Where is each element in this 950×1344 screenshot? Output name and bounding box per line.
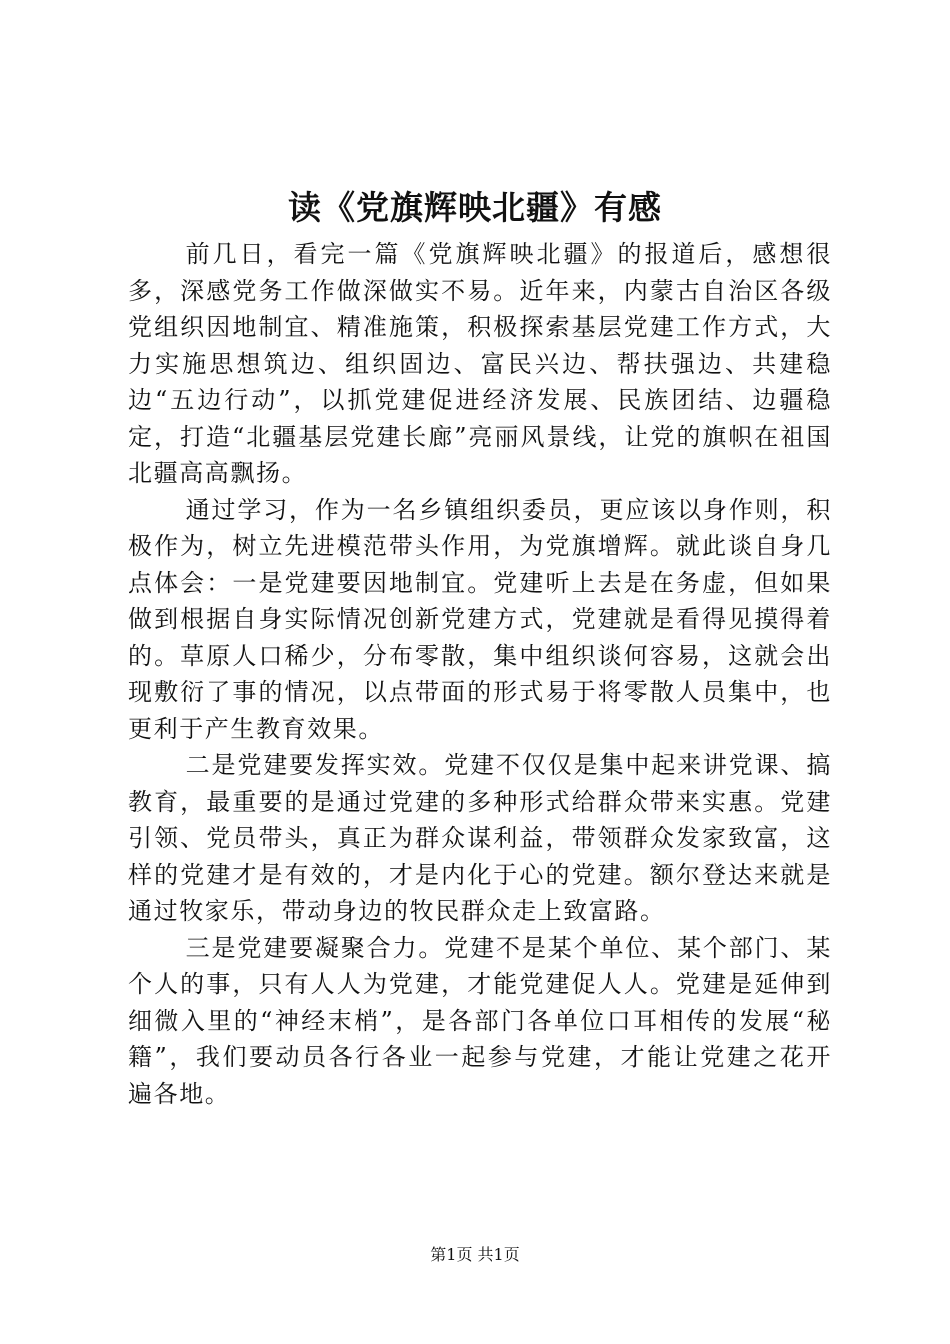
page-number-footer: 第1页 共1页	[430, 1245, 520, 1264]
paragraph-3: 二是党建要发挥实效。党建不仅仅是集中起来讲党课、搞教育，最重要的是通过党建的多种形式给群众带来实惠。党建引领、党员带头，真正为群众谋利益，带领群众发家致富，这样的党建才是有效的，才是内化于心的党建。额尔登达来就是通过牧家乐，带动身边的牧民群众走上致富路。	[128, 751, 832, 925]
paragraph-1: 前几日，看完一篇《党旗辉映北疆》的报道后，感想很多，深感党务工作做深做实不易。近年来，内蒙古自治区各级党组织因地制宜、精准施策，积极探索基层党建工作方式，大力实施思想筑边、组织固边、富民兴边、帮扶强边、共建稳边“五边行动”，以抓党建促进经济发展、民族团结、边疆稳定，打造“北疆基层党建长廊”亮丽风景线，让党的旗帜在祖国北疆高高飘扬。	[128, 240, 832, 487]
document-title: 读《党旗辉映北疆》有感	[288, 188, 662, 227]
document-body	[128, 236, 832, 1112]
paragraph-2: 通过学习，作为一名乡镇组织委员，更应该以身作则，积极作为，树立先进模范带头作用，为党旗增辉。就此谈自身几点体会：一是党建要因地制宜。党建听上去是在务虚，但如果做到根据自身实际情况创新党建方式，党建就是看得见摸得着的。草原人口稀少，分布零散，集中组织谈何容易，这就会出现敷衍了事的情况，以点带面的形式易于将零散人员集中，也更利于产生教育效果。	[128, 495, 832, 743]
paragraph-4: 三是党建要凝聚合力。党建不是某个单位、某个部门、某个人的事，只有人人为党建，才能党建促人人。党建是延伸到细微入里的“神经末梢”，是各部门各单位口耳相传的发展“秘籍”，我们要动员各行各业一起参与党建，才能让党建之花开遍各地。	[128, 933, 832, 1108]
